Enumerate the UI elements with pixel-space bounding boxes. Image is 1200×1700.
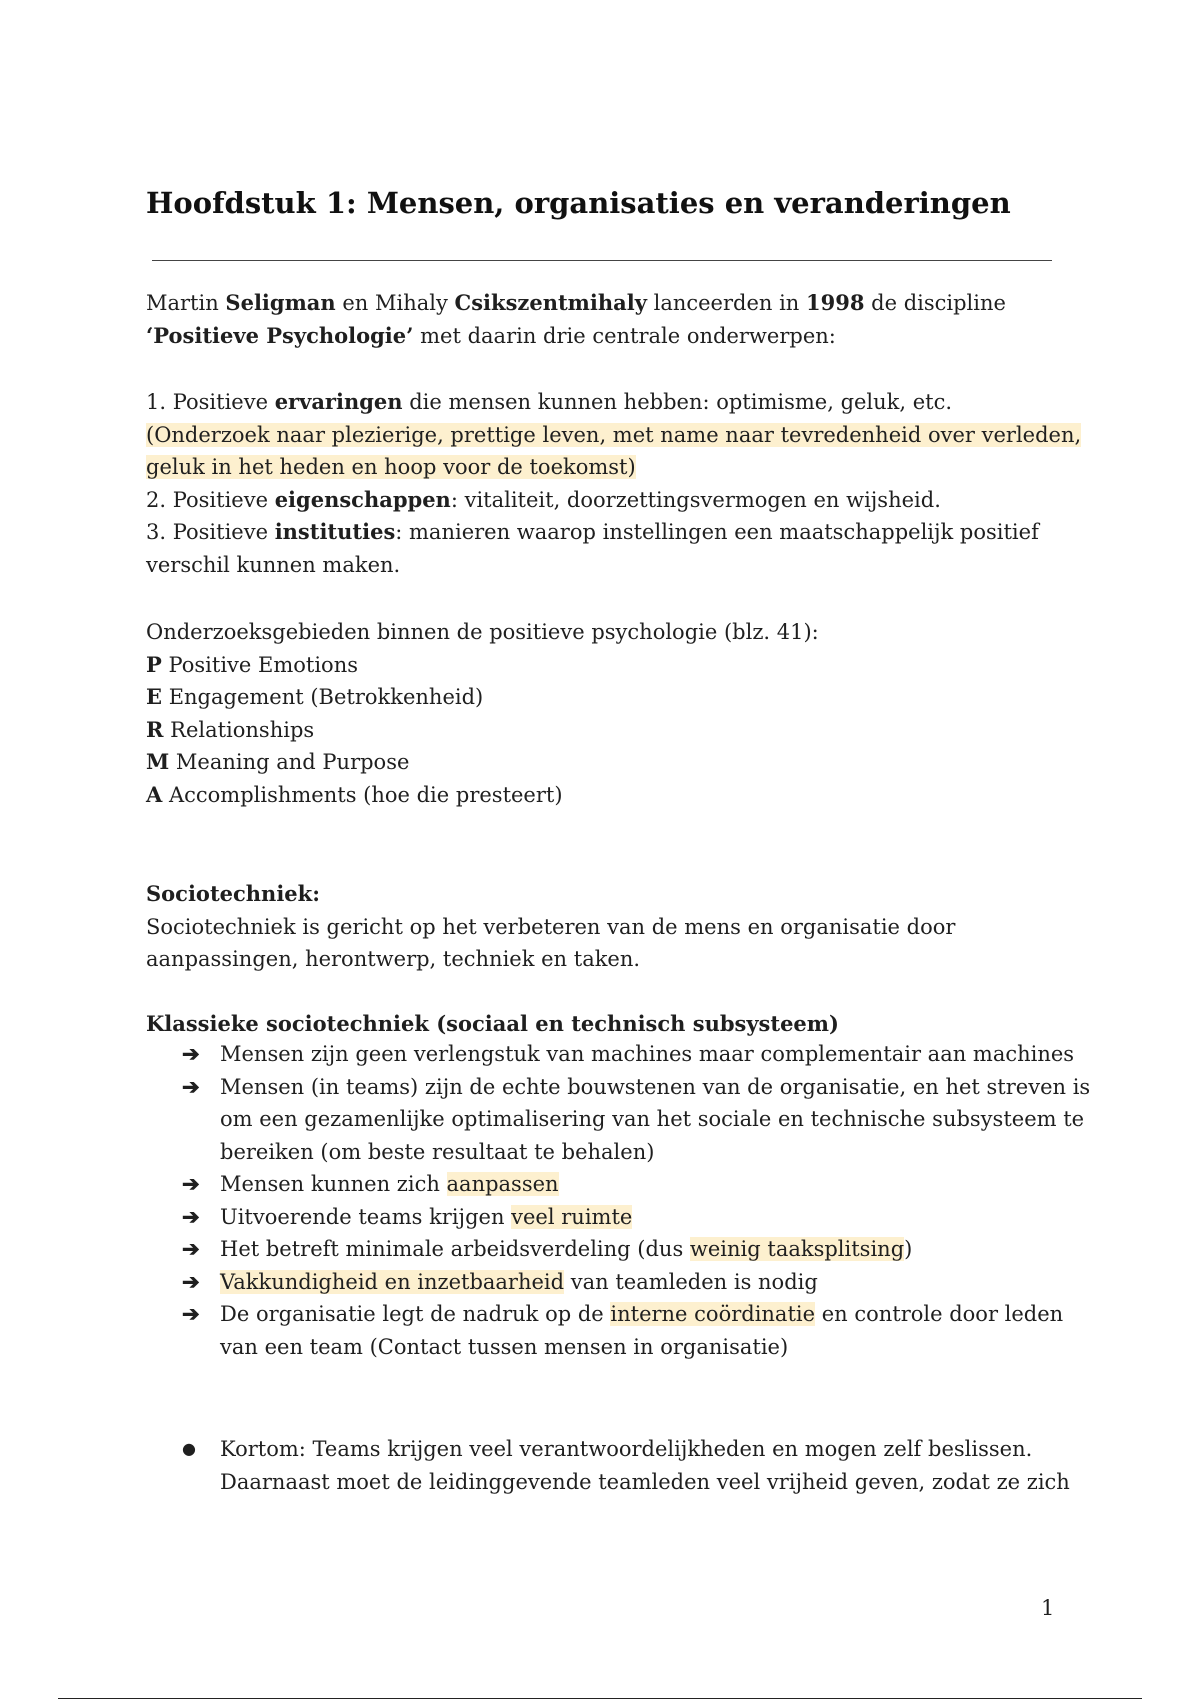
name-seligman: Seligman xyxy=(225,290,336,315)
topics-list: 1. Positieve ervaringen die mensen kunnen hebben: optimisme, geluk, etc. (Onderzoek naar plezierige, prettige leven, met name naar tevredenheid over verleden, geluk in het heden en hoop voor de toekomst) 2. Positieve eigenschappen: vitaliteit, doorzettingsvermogen en wijsheid. 3. Positieve instituties: manieren waarop instellingen een maatschappelijk positief verschil kunnen maken. xyxy=(146,389,1082,577)
year: 1998 xyxy=(806,290,865,315)
arrow-icon: ➔ xyxy=(182,1073,200,1099)
sociotechniek-heading: Sociotechniek: xyxy=(146,881,320,906)
bullet-icon: ● xyxy=(182,1439,196,1458)
page-number: 1 xyxy=(1041,1596,1055,1620)
list-item: ➔ Mensen kunnen zich aanpassen xyxy=(182,1168,1090,1201)
list-item: ➔ De organisatie legt de nadruk op de interne coördinatie en controle door leden van een team (Contact tussen mensen in organisatie) xyxy=(182,1298,1090,1363)
title-divider xyxy=(152,260,1052,261)
name-csikszentmihaly: Csikszentmihaly xyxy=(454,290,647,315)
perma-heading: Onderzoeksgebieden binnen de positieve psychologie (blz. 41): xyxy=(146,620,819,644)
kortom-list xyxy=(182,1433,1070,1498)
list-item: ➔ Mensen (in teams) zijn de echte bouwstenen van de organisatie, en het streven is om een gezamenlijke optimalisering van het sociale en technische subsysteem te bereiken (om beste resultaat te behalen) xyxy=(182,1071,1090,1169)
arrow-icon: ➔ xyxy=(182,1301,200,1326)
discipline-name: ‘Positieve Psychologie’ xyxy=(146,322,414,348)
arrow-icon: ➔ xyxy=(182,1268,200,1294)
arrow-icon: ➔ xyxy=(182,1203,200,1229)
klassiek-heading: Klassieke sociotechniek (sociaal en technisch subsysteem) xyxy=(146,1011,839,1036)
klassiek-list xyxy=(182,1038,1090,1363)
list-item: ● Kortom: Teams krijgen veel verantwoordelijkheden en mogen zelf beslissen. Daarnaast moet de leidinggevende teamleden veel vrijheid geven, zodat ze zich xyxy=(182,1433,1070,1498)
page-bottom-border xyxy=(58,1698,1142,1699)
chapter-title: Hoofdstuk 1: Mensen, organisaties en veranderingen xyxy=(146,186,1011,220)
list-item: ➔ Vakkundigheid en inzetbaarheid van teamleden is nodig xyxy=(182,1266,1090,1299)
perma-section: Onderzoeksgebieden binnen de positieve psychologie (blz. 41): P Positive Emotions E Engagement (Betrokkenheid) R Relationships M Meaning and Purpose A Accomplishments (hoe die presteert) xyxy=(146,620,819,807)
arrow-icon: ➔ xyxy=(182,1041,200,1066)
sociotechniek-section: Sociotechniek: Sociotechniek is gericht op het verbeteren van de mens en organisatie door aanpassingen, herontwerp, techniek en taken. xyxy=(146,881,956,971)
list-item: ➔ Het betreft minimale arbeidsverdeling (dus weinig taaksplitsing) xyxy=(182,1233,1090,1266)
arrow-icon: ➔ xyxy=(182,1236,200,1261)
arrow-icon: ➔ xyxy=(182,1171,200,1196)
list-item: ➔ Uitvoerende teams krijgen veel ruimte xyxy=(182,1201,1090,1234)
intro-paragraph: Martin Seligman en Mihaly Csikszentmihaly lanceerden in 1998 de discipline ‘Positieve Psychologie’ met daarin drie centrale onderwerpen: xyxy=(146,290,1006,348)
highlight-note: (Onderzoek naar plezierige, prettige leven, met name naar tevredenheid over verleden, xyxy=(146,422,1082,447)
list-item: ➔ Mensen zijn geen verlengstuk van machines maar complementair aan machines xyxy=(182,1038,1090,1071)
highlight-note: geluk in het heden en hoop voor de toekomst) xyxy=(146,455,636,479)
